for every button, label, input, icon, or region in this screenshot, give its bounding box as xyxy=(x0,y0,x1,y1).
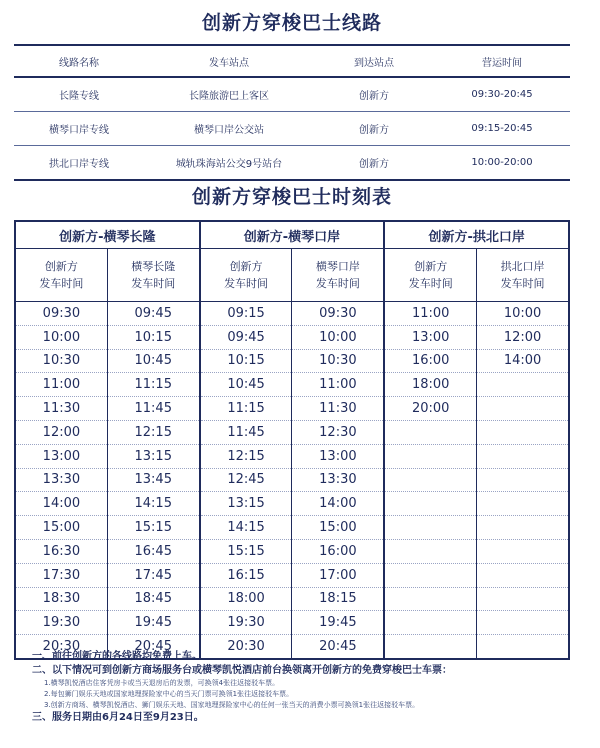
schedule-time: 16:45 xyxy=(107,539,199,563)
schedule-sub-header xyxy=(292,249,384,302)
schedule-time xyxy=(477,468,569,492)
schedule-time: 10:45 xyxy=(200,373,292,397)
schedule-time: 13:30 xyxy=(15,468,107,492)
schedule-time: 11:45 xyxy=(200,420,292,444)
note-free-ride: 一、前往创新方的各线路均免费上车。 xyxy=(32,651,202,662)
schedule-time: 12:15 xyxy=(200,444,292,468)
schedule-time: 13:00 xyxy=(384,325,476,349)
schedule-row xyxy=(15,587,569,611)
schedule-time xyxy=(477,420,569,444)
note-service-dates: 三、服务日期由6月24日至9月23日。 xyxy=(32,712,204,723)
schedule-time: 09:15 xyxy=(200,302,292,326)
routes-title: 创新方穿梭巴士线路 xyxy=(201,12,382,34)
schedule-time: 09:45 xyxy=(200,325,292,349)
schedule-time xyxy=(384,611,476,635)
routes-table xyxy=(14,44,570,181)
schedule-time: 15:15 xyxy=(200,539,292,563)
route-cell: 09:30-20:45 xyxy=(434,77,570,112)
sub-header-line: 发车时间 xyxy=(224,277,269,290)
route-cell: 09:15-20:45 xyxy=(434,112,570,146)
schedule-sub-header xyxy=(15,249,107,302)
schedule-time: 19:30 xyxy=(15,611,107,635)
schedule-time xyxy=(477,492,569,516)
route-cell: 创新方 xyxy=(314,146,434,181)
note-sub-3: 3.创新方商场、横琴凯悦酒店、狮门娱乐天地、国家地理探险家中心的任何一张当天的消费小票可换领1张往返接驳车票。 xyxy=(44,701,420,709)
schedule-time: 14:00 xyxy=(15,492,107,516)
schedule-row xyxy=(15,420,569,444)
schedule-time: 09:30 xyxy=(292,302,384,326)
schedule-group-header: 创新方-拱北口岸 xyxy=(384,221,569,249)
schedule-time: 17:30 xyxy=(15,563,107,587)
route-header: 线路名称 xyxy=(14,45,144,77)
schedule-time: 11:30 xyxy=(15,397,107,421)
schedule-time xyxy=(384,587,476,611)
schedule-time: 20:45 xyxy=(107,635,199,659)
schedule-time: 16:15 xyxy=(200,563,292,587)
route-row xyxy=(14,112,570,146)
schedule-time: 18:00 xyxy=(200,587,292,611)
schedule-time: 15:00 xyxy=(292,516,384,540)
schedule-time: 17:00 xyxy=(292,563,384,587)
schedule-time: 12:00 xyxy=(15,420,107,444)
schedule-time xyxy=(384,468,476,492)
schedule-time xyxy=(477,444,569,468)
schedule-time: 12:00 xyxy=(477,325,569,349)
sub-header-line: 发车时间 xyxy=(131,277,176,290)
route-row xyxy=(14,146,570,181)
route-header: 发车站点 xyxy=(144,45,314,77)
schedule-time: 12:45 xyxy=(200,468,292,492)
schedule-row xyxy=(15,516,569,540)
schedule-row xyxy=(15,373,569,397)
sub-header-line: 创新方 xyxy=(44,260,78,273)
schedule-table xyxy=(14,220,570,660)
schedule-time: 11:00 xyxy=(15,373,107,397)
schedule-time: 20:30 xyxy=(42,639,81,655)
note-sub-2: 2.每包狮门娱乐天地或国家地理探险家中心的当天门票可换领1张往返接驳车票。 xyxy=(44,690,294,698)
route-cell: 横琴口岸公交站 xyxy=(144,112,314,146)
schedule-time xyxy=(384,492,476,516)
sub-header-line: 横琴口岸 xyxy=(315,260,360,273)
sub-header-line: 发车时间 xyxy=(315,277,360,290)
sub-header-line: 创新方 xyxy=(414,260,448,273)
route-cell: 横琴口岸专线 xyxy=(14,112,144,146)
route-cell: 创新方 xyxy=(314,77,434,112)
schedule-title: 创新方穿梭巴士时刻表 xyxy=(191,186,392,208)
schedule-time: 15:15 xyxy=(107,516,199,540)
schedule-time: 10:15 xyxy=(107,325,199,349)
schedule-row xyxy=(15,349,569,373)
note-ticket-exchange: 二、以下情况可到创新方商场服务台或横琴凯悦酒店前台换领离开创新方的免费穿梭巴士车票： xyxy=(32,665,452,676)
schedule-sub-header xyxy=(477,249,569,302)
schedule-time xyxy=(477,563,569,587)
schedule-time: 18:45 xyxy=(107,587,199,611)
schedule-row xyxy=(15,492,569,516)
route-cell: 10:00-20:00 xyxy=(434,146,570,181)
schedule-time: 14:15 xyxy=(200,516,292,540)
schedule-time: 12:30 xyxy=(292,420,384,444)
schedule-row xyxy=(15,325,569,349)
route-cell: 长隆专线 xyxy=(14,77,144,112)
sub-header-line: 创新方 xyxy=(229,260,263,273)
sub-header-line: 发车时间 xyxy=(408,277,453,290)
schedule-time: 20:45 xyxy=(292,635,384,659)
schedule-time: 11:30 xyxy=(292,397,384,421)
schedule-time xyxy=(477,516,569,540)
schedule-time: 15:00 xyxy=(15,516,107,540)
schedule-row xyxy=(15,397,569,421)
schedule-time: 10:30 xyxy=(292,349,384,373)
note-sub-1: 1.横琴凯悦酒店住客凭房卡或当天退房后的发票，可换领4张往返接驳车票。 xyxy=(44,679,280,687)
schedule-sub-header xyxy=(200,249,292,302)
schedule-time: 13:15 xyxy=(200,492,292,516)
schedule-time: 20:00 xyxy=(384,397,476,421)
schedule-group-header: 创新方-横琴口岸 xyxy=(200,221,385,249)
schedule-time: 11:45 xyxy=(107,397,199,421)
schedule-time: 11:15 xyxy=(200,397,292,421)
schedule-time: 13:00 xyxy=(292,444,384,468)
schedule-time: 10:00 xyxy=(292,325,384,349)
route-cell: 创新方 xyxy=(314,112,434,146)
schedule-time: 10:45 xyxy=(107,349,199,373)
route-header: 营运时间 xyxy=(434,45,570,77)
schedule-time: 19:30 xyxy=(200,611,292,635)
schedule-time: 13:45 xyxy=(107,468,199,492)
sub-header-line: 拱北口岸 xyxy=(500,260,545,273)
sub-header-line: 横琴长隆 xyxy=(131,260,176,273)
schedule-time: 09:30 xyxy=(15,302,107,326)
sub-header-line: 发车时间 xyxy=(39,277,84,290)
route-cell: 拱北口岸专线 xyxy=(14,146,144,181)
route-header: 到达站点 xyxy=(314,45,434,77)
schedule-group-header: 创新方-横琴长隆 xyxy=(15,221,200,249)
schedule-time xyxy=(477,397,569,421)
schedule-row xyxy=(15,302,569,326)
schedule-time: 10:00 xyxy=(15,325,107,349)
schedule-time: 14:15 xyxy=(107,492,199,516)
schedule-time: 20:30 xyxy=(200,635,292,659)
schedule-time xyxy=(477,587,569,611)
schedule-time: 09:45 xyxy=(107,302,199,326)
schedule-time xyxy=(384,420,476,444)
schedule-time: 10:15 xyxy=(200,349,292,373)
schedule-time: 10:00 xyxy=(477,302,569,326)
schedule-time: 18:00 xyxy=(384,373,476,397)
schedule-time xyxy=(384,516,476,540)
schedule-row xyxy=(15,539,569,563)
schedule-time: 16:00 xyxy=(292,539,384,563)
schedule-time: 16:30 xyxy=(15,539,107,563)
schedule-row xyxy=(15,468,569,492)
schedule-sub-header xyxy=(384,249,476,302)
sub-header-line: 发车时间 xyxy=(500,277,545,290)
schedule-time: 18:15 xyxy=(292,587,384,611)
schedule-time: 11:15 xyxy=(107,373,199,397)
schedule-sub-header xyxy=(107,249,199,302)
schedule-time xyxy=(477,539,569,563)
schedule-row xyxy=(15,611,569,635)
schedule-time: 13:15 xyxy=(107,444,199,468)
notes xyxy=(32,650,562,725)
schedule-time xyxy=(477,611,569,635)
schedule-time: 17:45 xyxy=(107,563,199,587)
route-cell: 城轨珠海站公交9号站台 xyxy=(144,146,314,181)
schedule-time: 18:30 xyxy=(15,587,107,611)
schedule-time xyxy=(384,444,476,468)
schedule-time: 10:30 xyxy=(15,349,107,373)
schedule-time: 11:00 xyxy=(384,302,476,326)
route-cell: 长隆旅游巴上客区 xyxy=(144,77,314,112)
schedule-time: 11:00 xyxy=(292,373,384,397)
schedule-time: 13:30 xyxy=(292,468,384,492)
schedule-row xyxy=(15,444,569,468)
schedule-time: 12:15 xyxy=(107,420,199,444)
schedule-time xyxy=(384,563,476,587)
schedule-time: 16:00 xyxy=(384,349,476,373)
schedule-time: 19:45 xyxy=(292,611,384,635)
schedule-time: 14:00 xyxy=(292,492,384,516)
schedule-time: 19:45 xyxy=(107,611,199,635)
schedule-time xyxy=(384,539,476,563)
route-row xyxy=(14,77,570,112)
schedule-time xyxy=(477,373,569,397)
schedule-row xyxy=(15,563,569,587)
schedule-time: 14:00 xyxy=(477,349,569,373)
schedule-time: 13:00 xyxy=(15,444,107,468)
